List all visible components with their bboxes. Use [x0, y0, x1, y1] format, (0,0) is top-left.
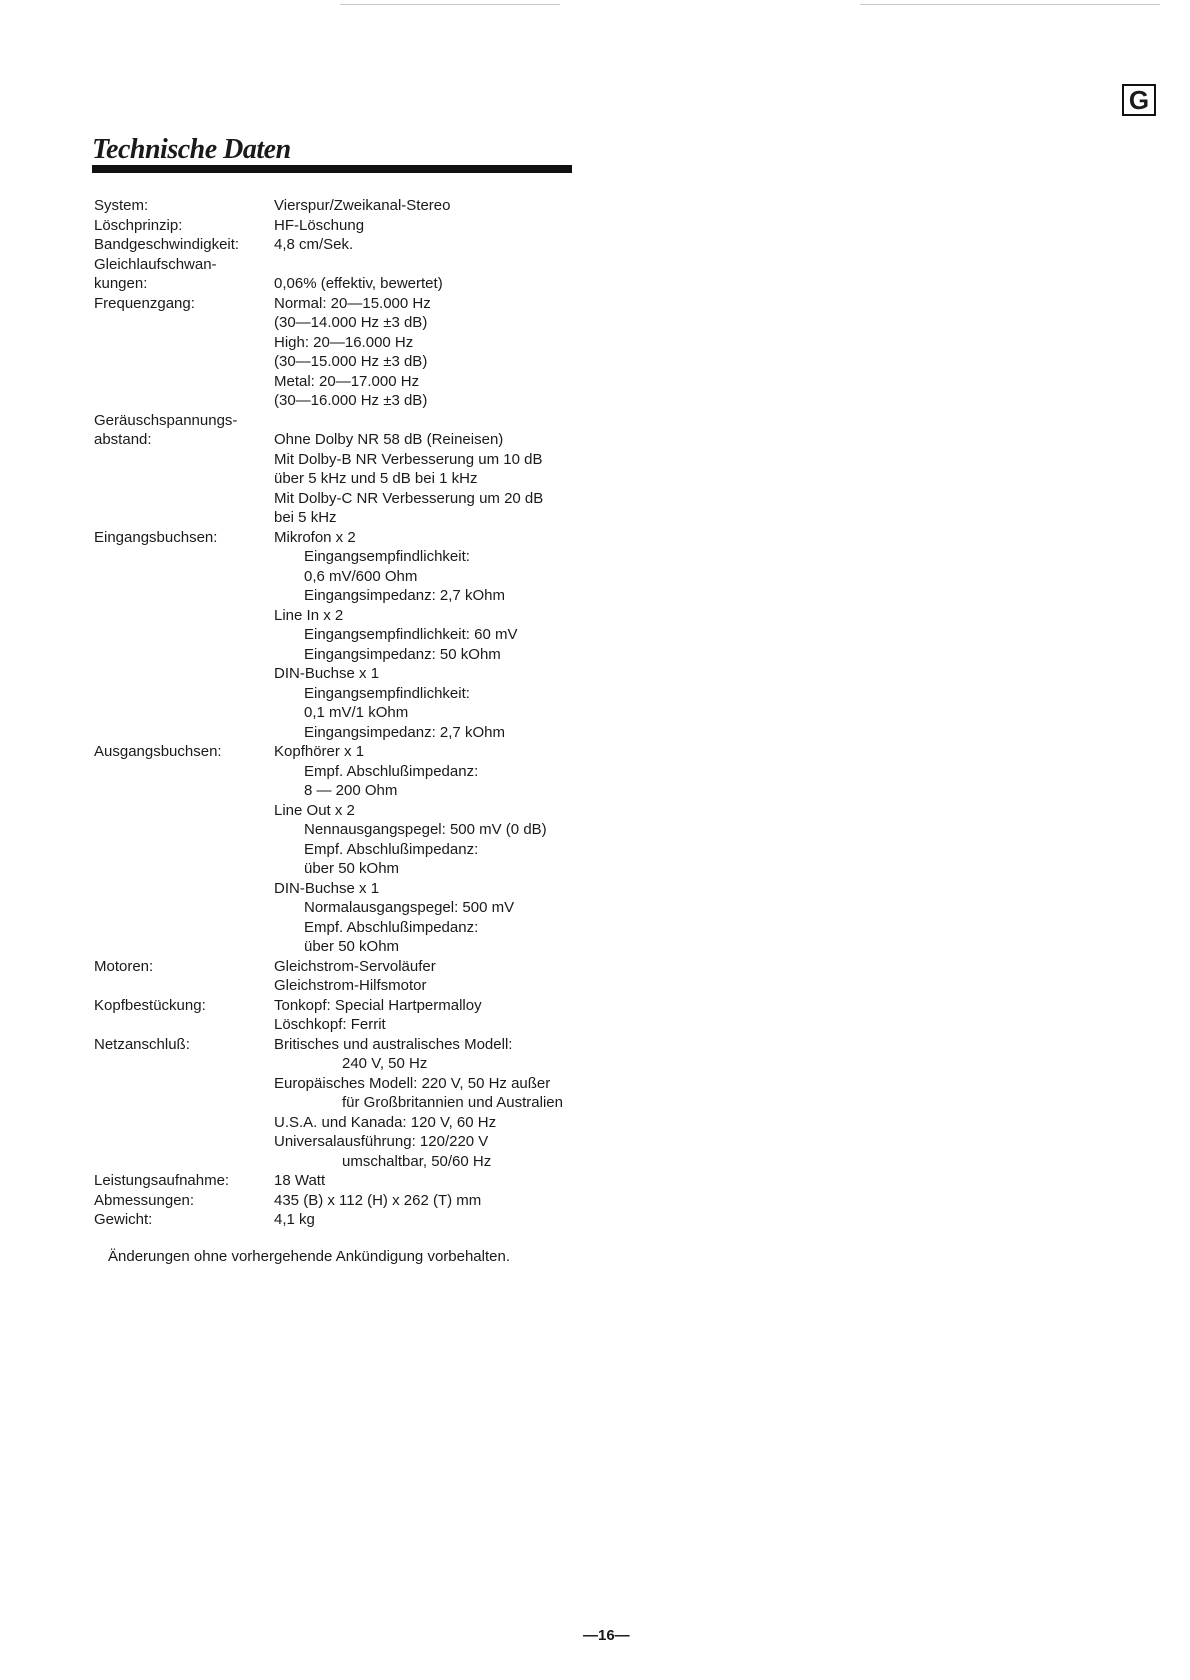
spec-value-line: Metal: 20—17.000 Hz: [274, 372, 420, 390]
spec-value-line: 18 Watt: [274, 1172, 326, 1189]
spec-value-line: Universalausführung: 120/220 V: [274, 1133, 489, 1150]
spec-values: [274, 957, 614, 996]
spec-value-line: (30—15.000 Hz ±3 dB): [274, 353, 428, 370]
change-notice: Änderungen ohne vorhergehende Ankündigung vorbehalten.: [108, 1248, 510, 1265]
spec-values: [274, 1035, 614, 1172]
spec-row: [94, 216, 614, 236]
spec-row: [94, 196, 614, 216]
spec-value-line: Normal: 20—15.000 Hz: [274, 294, 431, 312]
spec-value-line: HF-Löschung: [274, 216, 365, 234]
spec-row: [94, 957, 614, 996]
page-number: —16—: [583, 1627, 630, 1644]
spec-value-line: (30—14.000 Hz ±3 dB): [274, 314, 428, 331]
spec-value-line: 8 — 200 Ohm: [304, 782, 398, 799]
spec-value-line: [274, 411, 614, 431]
spec-value-line: Eingangsempfindlichkeit:: [304, 684, 470, 702]
spec-value-line: über 50 kOhm: [304, 938, 400, 955]
spec-values: [274, 1210, 614, 1230]
spec-values: [274, 411, 614, 528]
spec-value-line: Gleichstrom-Hilfsmotor: [274, 977, 427, 994]
spec-value-line: Normalausgangspegel: 500 mV: [304, 899, 515, 916]
spec-label: Abmessungen:: [94, 1191, 195, 1209]
spec-label: Ausgangsbuchsen:: [94, 743, 222, 760]
spec-value-line: über 50 kOhm: [304, 860, 400, 877]
spec-label: Kopfbestückung:: [94, 996, 206, 1014]
spec-row: [94, 294, 614, 411]
spec-value-line: 435 (B) x 112 (H) x 262 (T) mm: [274, 1191, 482, 1209]
spec-value-line: U.S.A. und Kanada: 120 V, 60 Hz: [274, 1113, 497, 1131]
spec-value-line: Eingangsimpedanz: 2,7 kOhm: [304, 587, 505, 604]
spec-value-line: Nennausgangspegel: 500 mV (0 dB): [304, 821, 547, 838]
spec-values: [274, 1171, 614, 1191]
spec-value-line: Eingangsempfindlichkeit: 60 mV: [304, 626, 518, 643]
spec-row: [94, 1171, 614, 1191]
spec-label: Eingangsbuchsen:: [94, 528, 218, 546]
spec-value-line: (30—16.000 Hz ±3 dB): [274, 392, 428, 409]
scan-artifact-line: [860, 4, 1160, 5]
spec-value-line: 0,1 mV/1 kOhm: [304, 704, 409, 721]
spec-row: [94, 255, 614, 294]
spec-values: [274, 528, 614, 743]
spec-row: [94, 1210, 614, 1230]
spec-value-line: über 5 kHz und 5 dB bei 1 kHz: [274, 470, 478, 487]
language-badge: G: [1122, 84, 1156, 116]
spec-value-line: Mit Dolby-C NR Verbesserung um 20 dB: [274, 489, 544, 507]
spec-table: [94, 196, 614, 1230]
spec-label: Motoren:: [94, 957, 154, 975]
spec-values: [274, 996, 614, 1035]
spec-value-line: Tonkopf: Special Hartpermalloy: [274, 996, 482, 1014]
spec-value-line: Ohne Dolby NR 58 dB (Reineisen): [274, 431, 504, 448]
spec-label: Leistungsaufnahme:: [94, 1172, 230, 1189]
spec-value-line: bei 5 kHz: [274, 509, 337, 526]
spec-label: Gewicht:: [94, 1211, 153, 1228]
scan-artifact-line: [340, 4, 560, 5]
spec-value-line: Mit Dolby-B NR Verbesserung um 10 dB: [274, 450, 543, 468]
spec-values: [274, 196, 614, 216]
spec-value-line: Löschkopf: Ferrit: [274, 1016, 386, 1033]
spec-values: [274, 294, 614, 411]
spec-values: [274, 1191, 614, 1211]
spec-value-line: DIN-Buchse x 1: [274, 665, 380, 682]
spec-value-line: Empf. Abschlußimpedanz:: [304, 918, 479, 936]
title-rule: [92, 165, 572, 173]
spec-values: [274, 216, 614, 236]
spec-label: Löschprinzip:: [94, 216, 183, 234]
spec-values: [274, 255, 614, 294]
spec-row: [94, 742, 614, 957]
spec-value-line: Mikrofon x 2: [274, 528, 356, 546]
spec-value-line: 4,1 kg: [274, 1211, 315, 1228]
spec-value-line: Eingangsimpedanz: 50 kOhm: [304, 645, 501, 663]
spec-value-line: 0,06% (effektiv, bewertet): [274, 275, 443, 292]
spec-value-line: Empf. Abschlußimpedanz:: [304, 840, 479, 858]
spec-value-line: umschaltbar, 50/60 Hz: [342, 1152, 492, 1170]
spec-value-line: Line Out x 2: [274, 801, 355, 819]
spec-label: Netzanschluß:: [94, 1035, 190, 1053]
spec-row: [94, 528, 614, 743]
spec-value-line: Line In x 2: [274, 606, 344, 624]
spec-value-line: Europäisches Modell: 220 V, 50 Hz außer: [274, 1074, 551, 1092]
spec-values: [274, 235, 614, 255]
spec-value-line: Eingangsempfindlichkeit:: [304, 548, 470, 565]
spec-value-line: Britisches und australisches Modell:: [274, 1035, 513, 1053]
spec-value-line: Eingangsimpedanz: 2,7 kOhm: [304, 723, 505, 741]
spec-row: [94, 411, 614, 528]
spec-value-line: DIN-Buchse x 1: [274, 879, 380, 897]
spec-label: Geräuschspannungs- abstand:: [94, 411, 238, 448]
spec-value-line: Vierspur/Zweikanal-Stereo: [274, 197, 451, 214]
spec-value-line: High: 20—16.000 Hz: [274, 333, 414, 351]
spec-value-line: 0,6 mV/600 Ohm: [304, 567, 418, 585]
page-title: Technische Daten: [92, 134, 291, 165]
spec-value-line: Empf. Abschlußimpedanz:: [304, 762, 479, 780]
spec-row: [94, 235, 614, 255]
spec-value-line: 240 V, 50 Hz: [342, 1055, 428, 1072]
spec-value-line: Gleichstrom-Servoläufer: [274, 957, 436, 975]
spec-values: [274, 742, 614, 957]
spec-label: System:: [94, 197, 149, 214]
spec-row: [94, 1191, 614, 1211]
spec-label: Gleichlaufschwan- kungen:: [94, 255, 217, 292]
spec-value-line: 4,8 cm/Sek.: [274, 236, 354, 253]
spec-row: [94, 1035, 614, 1172]
spec-label: Frequenzgang:: [94, 294, 195, 312]
spec-value-line: für Großbritannien und Australien: [342, 1094, 563, 1111]
spec-label: Bandgeschwindigkeit:: [94, 236, 240, 253]
spec-value-line: Kopfhörer x 1: [274, 743, 365, 760]
spec-value-line: [274, 255, 614, 275]
spec-row: [94, 996, 614, 1035]
